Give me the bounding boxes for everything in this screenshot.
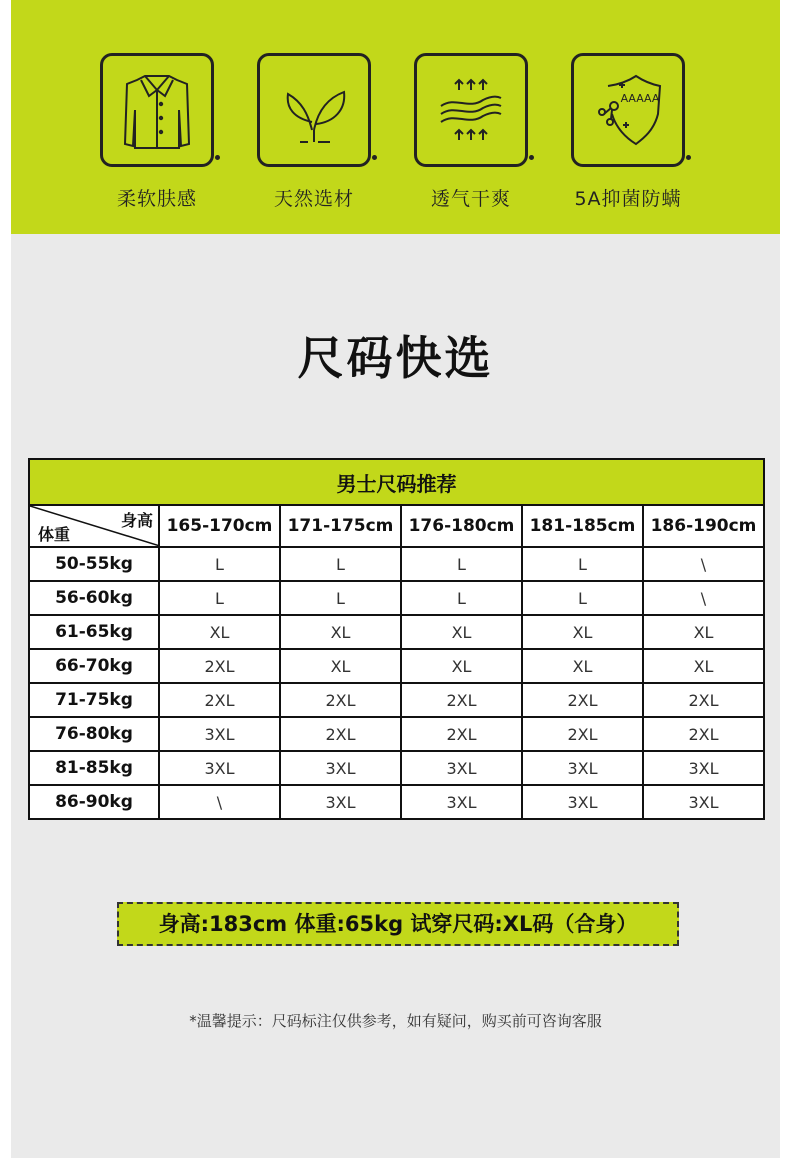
svg-text:AAAAA: AAAAA [620,92,660,105]
size-cell: XL [522,615,643,649]
feature-soft [97,53,217,211]
size-cell: \ [159,785,280,819]
size-cell: XL [643,615,764,649]
table-row [29,751,764,785]
size-cell: XL [280,615,401,649]
size-cell: L [280,581,401,615]
size-cell: XL [522,649,643,683]
breathable-icon [435,70,507,150]
size-cell: 2XL [522,717,643,751]
height-header: 171-175cm [280,505,401,547]
weight-cell: 66-70kg [29,649,159,683]
size-cell: XL [401,615,522,649]
table-row [29,615,764,649]
size-cell: L [159,547,280,581]
weight-cell: 86-90kg [29,785,159,819]
table-row [29,649,764,683]
feature-icon-box [257,53,371,167]
size-cell: L [522,581,643,615]
table-row [29,581,764,615]
size-cell: L [401,581,522,615]
size-cell: 2XL [280,683,401,717]
height-header: 186-190cm [643,505,764,547]
corner-weight-label: 体重 [38,525,71,544]
size-cell: 2XL [401,717,522,751]
height-header: 181-185cm [522,505,643,547]
table-caption: 男士尺码推荐 [29,459,764,505]
size-cell: 3XL [280,751,401,785]
size-cell: 3XL [280,785,401,819]
corner-height-label: 身高 [120,511,153,530]
table-row [29,785,764,819]
shirt-icon [121,70,193,150]
feature-label: 5A抑菌防螨 [574,188,682,210]
size-cell: L [159,581,280,615]
feature-label: 天然选材 [273,188,354,210]
size-cell: 3XL [643,785,764,819]
page-title: 尺码快选 [297,331,494,385]
feature-antibacterial [568,53,688,211]
weight-cell: 76-80kg [29,717,159,751]
feature-label: 透气干爽 [430,188,511,210]
size-cell: 2XL [401,683,522,717]
leaf-icon [278,70,350,150]
size-cell: 2XL [159,683,280,717]
shield-icon [592,70,664,150]
feature-icon-box [100,53,214,167]
size-cell: XL [643,649,764,683]
size-cell: 3XL [159,717,280,751]
size-cell: XL [401,649,522,683]
feature-icon-box [571,53,685,167]
table-row [29,717,764,751]
size-table [28,458,765,820]
corner-cell [29,505,159,547]
weight-cell: 71-75kg [29,683,159,717]
size-cell: 3XL [522,751,643,785]
weight-cell: 56-60kg [29,581,159,615]
height-header: 176-180cm [401,505,522,547]
size-note: *温馨提示：尺码标注仅供参考，如有疑问，购买前可咨询客服 [189,1012,602,1030]
feature-label: 柔软肤感 [116,188,197,210]
size-cell: 3XL [401,785,522,819]
size-cell: 2XL [643,683,764,717]
feature-breathable [411,53,531,211]
size-cell: 2XL [280,717,401,751]
weight-cell: 81-85kg [29,751,159,785]
feature-icon-box [414,53,528,167]
height-header: 165-170cm [159,505,280,547]
size-cell: 2XL [159,649,280,683]
weight-cell: 61-65kg [29,615,159,649]
size-cell: \ [643,581,764,615]
page [11,0,780,1158]
size-cell: XL [159,615,280,649]
size-cell: 3XL [643,751,764,785]
table-header-row [29,505,764,547]
weight-cell: 50-55kg [29,547,159,581]
size-cell: 2XL [522,683,643,717]
size-cell: L [522,547,643,581]
feature-banner [11,0,780,234]
table-row [29,683,764,717]
feature-natural [254,53,374,211]
size-cell: 3XL [401,751,522,785]
size-cell: 2XL [643,717,764,751]
size-cell: L [401,547,522,581]
size-cell: L [280,547,401,581]
size-cell: 3XL [522,785,643,819]
table-row [29,547,764,581]
size-cell: 3XL [159,751,280,785]
size-cell: \ [643,547,764,581]
size-cell: XL [280,649,401,683]
example-fit-banner: 身高:183cm 体重:65kg 试穿尺码:XL码（合身） [117,902,679,946]
